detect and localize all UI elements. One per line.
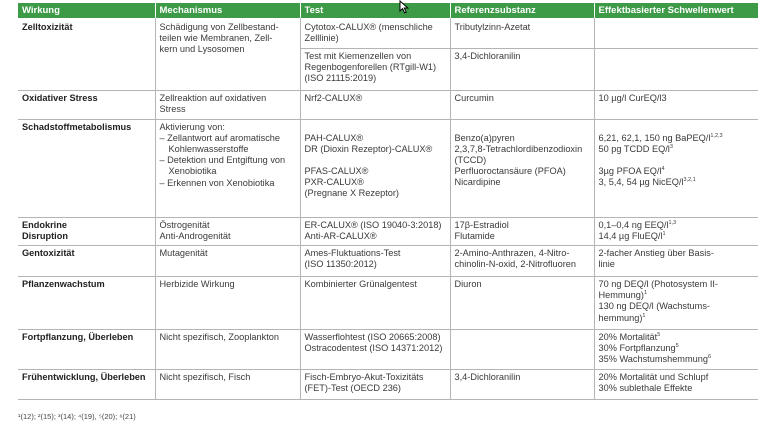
table-row-zelltoxizitaet <box>18 18 758 48</box>
cell-mechanismus: Nicht spezifisch, Zooplankton <box>155 329 300 369</box>
thresholds-table-container <box>18 3 758 400</box>
table-row-oxidativer-stress <box>18 90 758 119</box>
footnotes: ¹(12); ²(15); ³(14); ⁴(19), ⁵(20); ⁶(21) <box>18 412 136 421</box>
cell-test: ER-CALUX® (ISO 19040-3:2018) Anti-AR-CALUX® <box>300 217 450 245</box>
cell-schwelle: 2-facher Anstieg über Basis- linie <box>594 245 758 276</box>
cell-test: Cytotox-CALUX® (menschliche Zelllinie) <box>300 18 450 48</box>
cell-schwelle: 70 ng DEQ/l (Photosystem II- Hemmung)$^1$ 130 ng DEQ/l (Wachstums- hemmung)$^1$ <box>594 276 758 329</box>
cell-wirkung: Endokrine Disruption <box>18 217 155 245</box>
cell-schwelle: 20% Mortalität$^5$ 30% Fortpflanzung$^5$ 35% Wachstumshemmung$^6$ <box>594 329 758 369</box>
cell-test: Nrf2-CALUX® <box>300 90 450 119</box>
cell-wirkung: Fortpflanzung, Überleben <box>18 329 155 369</box>
cell-test: Wasserflohtest (ISO 20665:2008) Ostracodentest (ISO 14371:2012) <box>300 329 450 369</box>
cell-schwelle: 20% Mortalität und Schlupf 30% sublethale Effekte <box>594 369 758 399</box>
header-referenzsubstanz: Referenzsubstanz <box>450 3 594 18</box>
cell-schwelle: 6,21, 62,1, 150 ng BaPEQ/$l^{1,2,3}$ 50 pg TCDD $EQ/l^3$ 3µg PFOA $EQ/l^4$ 3, 5,4, 54 µg NicEQ/$l^{3,2,1}$ <box>594 119 758 217</box>
cell-referenz: 2-Amino-Anthrazen, 4-Nitro- chinolin-N-oxid, 2-Nitrofluoren <box>450 245 594 276</box>
cell-test: Test mit Kiemenzellen von Regenbogenforellen (RTgill-W1) (ISO 21115:2019) <box>300 48 450 90</box>
cell-referenz: 3,4-Dichloranilin <box>450 48 594 90</box>
cell-schwelle: 0,1–0,4 ng EEQ/$l^{1,3}$ 14,4 µg FluEQ/$l^1$ <box>594 217 758 245</box>
cell-schwelle <box>594 18 758 48</box>
cell-referenz: 17β-Estradiol Flutamide <box>450 217 594 245</box>
cell-wirkung: Oxidativer Stress <box>18 90 155 119</box>
cell-schwelle <box>594 48 758 90</box>
cell-mechanismus: Mutagenität <box>155 245 300 276</box>
header-mechanismus: Mechanismus <box>155 3 300 18</box>
cell-referenz: Tributylzinn-Azetat <box>450 18 594 48</box>
cell-test: Ames-Fluktuations-Test (ISO 11350:2012) <box>300 245 450 276</box>
header-schwellenwert: Effektbasierter Schwellenwert <box>594 3 758 18</box>
table-row-endokrine-disruption <box>18 217 758 245</box>
table-row-gentoxizitaet <box>18 245 758 276</box>
cell-mechanismus: Östrogenität Anti-Androgenität <box>155 217 300 245</box>
cell-wirkung: Schadstoffmetabolismus <box>18 119 155 217</box>
cell-referenz: Diuron <box>450 276 594 329</box>
cell-mechanismus: Nicht spezifisch, Fisch <box>155 369 300 399</box>
table-row-pflanzenwachstum <box>18 276 758 329</box>
cell-test: Fisch-Embryo-Akut-Toxizitäts (FET)-Test (OECD 236) <box>300 369 450 399</box>
thresholds-table <box>18 3 758 400</box>
cell-referenz: Curcumin <box>450 90 594 119</box>
cell-wirkung: Frühentwicklung, Überleben <box>18 369 155 399</box>
table-header-row <box>18 3 758 18</box>
table-row-fruehentwicklung <box>18 369 758 399</box>
cell-wirkung: Pflanzenwachstum <box>18 276 155 329</box>
cell-test: PAH-CALUX® DR (Dioxin Rezeptor)-CALUX® PFAS-CALUX® PXR-CALUX® (Pregnane X Rezeptor) <box>300 119 450 217</box>
table-row-fortpflanzung <box>18 329 758 369</box>
cell-mechanismus: Zellreaktion auf oxidativen Stress <box>155 90 300 119</box>
cell-mechanismus: Aktivierung von: – Zellantwort auf aromatische Kohlenwasserstoffe – Detektion und Entgiftung von Xenobiotika – Erkennen von Xenobiotika <box>155 119 300 217</box>
header-test: Test <box>300 3 450 18</box>
cell-mechanismus: Schädigung von Zellbestand- teilen wie Membranen, Zell- kern und Lysosomen <box>155 18 300 90</box>
mouse-pointer-icon <box>399 0 411 14</box>
cell-mechanismus: Herbizide Wirkung <box>155 276 300 329</box>
cell-referenz: 3,4-Dichloranilin <box>450 369 594 399</box>
table-row-schadstoffmetabolismus <box>18 119 758 217</box>
cell-test: Kombinierter Grünalgentest <box>300 276 450 329</box>
header-wirkung: Wirkung <box>18 3 155 18</box>
cell-schwelle: 10 µg/l CurEQ/l3 <box>594 90 758 119</box>
cell-wirkung: Gentoxizität <box>18 245 155 276</box>
cell-referenz: Benzo(a)pyren 2,3,7,8-Tetrachlordibenzodioxin (TCCD) Perfluoroctansäure (PFOA) Nicardipine <box>450 119 594 217</box>
cell-referenz <box>450 329 594 369</box>
cell-wirkung: Zelltoxizität <box>18 18 155 90</box>
